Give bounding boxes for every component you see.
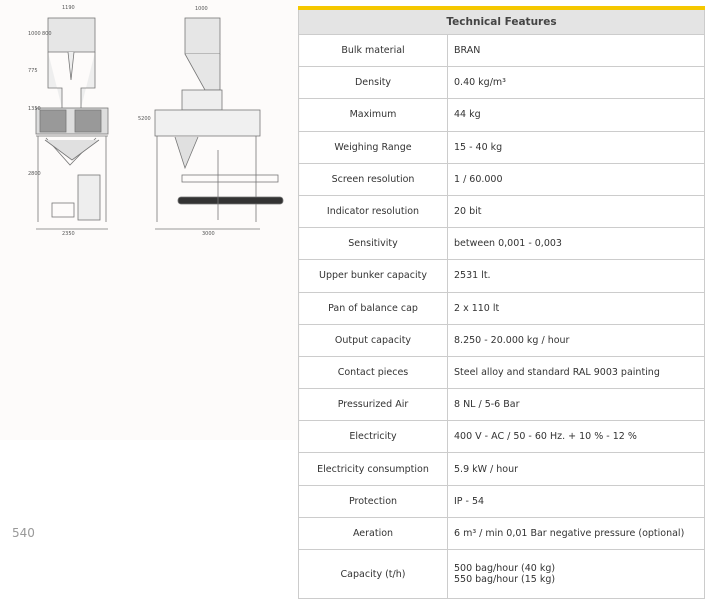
table-row: [298, 99, 705, 131]
dim-label: 1190: [62, 5, 75, 11]
feature-value-line: 0.40 kg/m³: [454, 77, 506, 89]
table-row: [298, 260, 705, 292]
feature-value: [448, 389, 704, 420]
dim-label: 5200: [138, 116, 151, 122]
feature-value: [448, 260, 704, 291]
dim-label: 1350: [28, 106, 41, 112]
feature-label: Electricity: [299, 421, 448, 452]
feature-value: [448, 357, 704, 388]
table-row: [298, 486, 705, 518]
feature-value-line: 2531 lt.: [454, 270, 491, 282]
feature-label: Bulk material: [299, 35, 448, 66]
table-row: [298, 35, 705, 67]
feature-label: Maximum: [299, 99, 448, 130]
feature-value: [448, 228, 704, 259]
feature-label: Density: [299, 67, 448, 98]
table-row: [298, 357, 705, 389]
feature-value: [448, 132, 704, 163]
feature-label: Pressurized Air: [299, 389, 448, 420]
dim-label: 2350: [62, 231, 75, 237]
technical-features-table: [298, 6, 705, 599]
feature-label: Output capacity: [299, 325, 448, 356]
feature-value-line: 6 m³ / min 0,01 Bar negative pressure (optional): [454, 527, 685, 539]
feature-value-line: 44 kg: [454, 109, 481, 121]
feature-value: [448, 196, 704, 227]
table-row: [298, 453, 705, 485]
feature-value-line: 1 / 60.000: [454, 173, 503, 185]
feature-value: [448, 67, 704, 98]
feature-value-line: Steel alloy and standard RAL 9003 painting: [454, 366, 660, 378]
feature-value-line: 8.250 - 20.000 kg / hour: [454, 334, 570, 346]
feature-value-line: BRAN: [454, 45, 481, 57]
table-row: [298, 389, 705, 421]
feature-value: [448, 99, 704, 130]
feature-value: [448, 293, 704, 324]
table-row: [298, 293, 705, 325]
feature-label: Protection: [299, 486, 448, 517]
feature-value-line: IP - 54: [454, 495, 485, 507]
feature-label: Contact pieces: [299, 357, 448, 388]
feature-value: [448, 421, 704, 452]
dim-label: 3000: [202, 231, 215, 237]
feature-value: [448, 164, 704, 195]
feature-value-line: 400 V - AC / 50 - 60 Hz. + 10 % - 12 %: [454, 431, 637, 443]
feature-label: Upper bunker capacity: [299, 260, 448, 291]
feature-value-line: 550 bag/hour (15 kg): [454, 574, 556, 585]
table-title: Technical Features: [298, 10, 705, 35]
feature-label: Screen resolution: [299, 164, 448, 195]
table-row: [298, 421, 705, 453]
feature-value-line: 500 bag/hour (40 kg): [454, 563, 556, 574]
dim-label: 1000: [195, 6, 208, 12]
table-row: [298, 325, 705, 357]
feature-value-line: 5.9 kW / hour: [454, 463, 519, 475]
side-number: 540: [12, 526, 35, 540]
table-row: [298, 550, 705, 599]
feature-value-line: 8 NL / 5-6 Bar: [454, 399, 520, 411]
feature-label: Weighing Range: [299, 132, 448, 163]
feature-label: Capacity (t/h): [299, 550, 448, 598]
dim-label: 800: [42, 31, 52, 37]
feature-label: Pan of balance cap: [299, 293, 448, 324]
feature-value-line: 15 - 40 kg: [454, 141, 503, 153]
table-row: [298, 228, 705, 260]
feature-value: [448, 325, 704, 356]
feature-label: Indicator resolution: [299, 196, 448, 227]
feature-value: [448, 35, 704, 66]
feature-value-line: 20 bit: [454, 206, 482, 218]
feature-value: [448, 453, 704, 484]
feature-label: Electricity consumption: [299, 453, 448, 484]
table-row: [298, 132, 705, 164]
dim-label: 775: [28, 68, 38, 74]
table-row: [298, 518, 705, 550]
machine-drawing: [0, 0, 300, 440]
feature-label: Aeration: [299, 518, 448, 549]
table-row: [298, 164, 705, 196]
table-row: [298, 196, 705, 228]
feature-value-line: 2 x 110 lt: [454, 302, 500, 314]
feature-value: [448, 518, 704, 549]
feature-value: [448, 486, 704, 517]
dim-label: 2800: [28, 171, 41, 177]
dim-label: 1000: [28, 31, 41, 37]
feature-label: Sensitivity: [299, 228, 448, 259]
feature-value-line: between 0,001 - 0,003: [454, 238, 562, 250]
table-row: [298, 67, 705, 99]
